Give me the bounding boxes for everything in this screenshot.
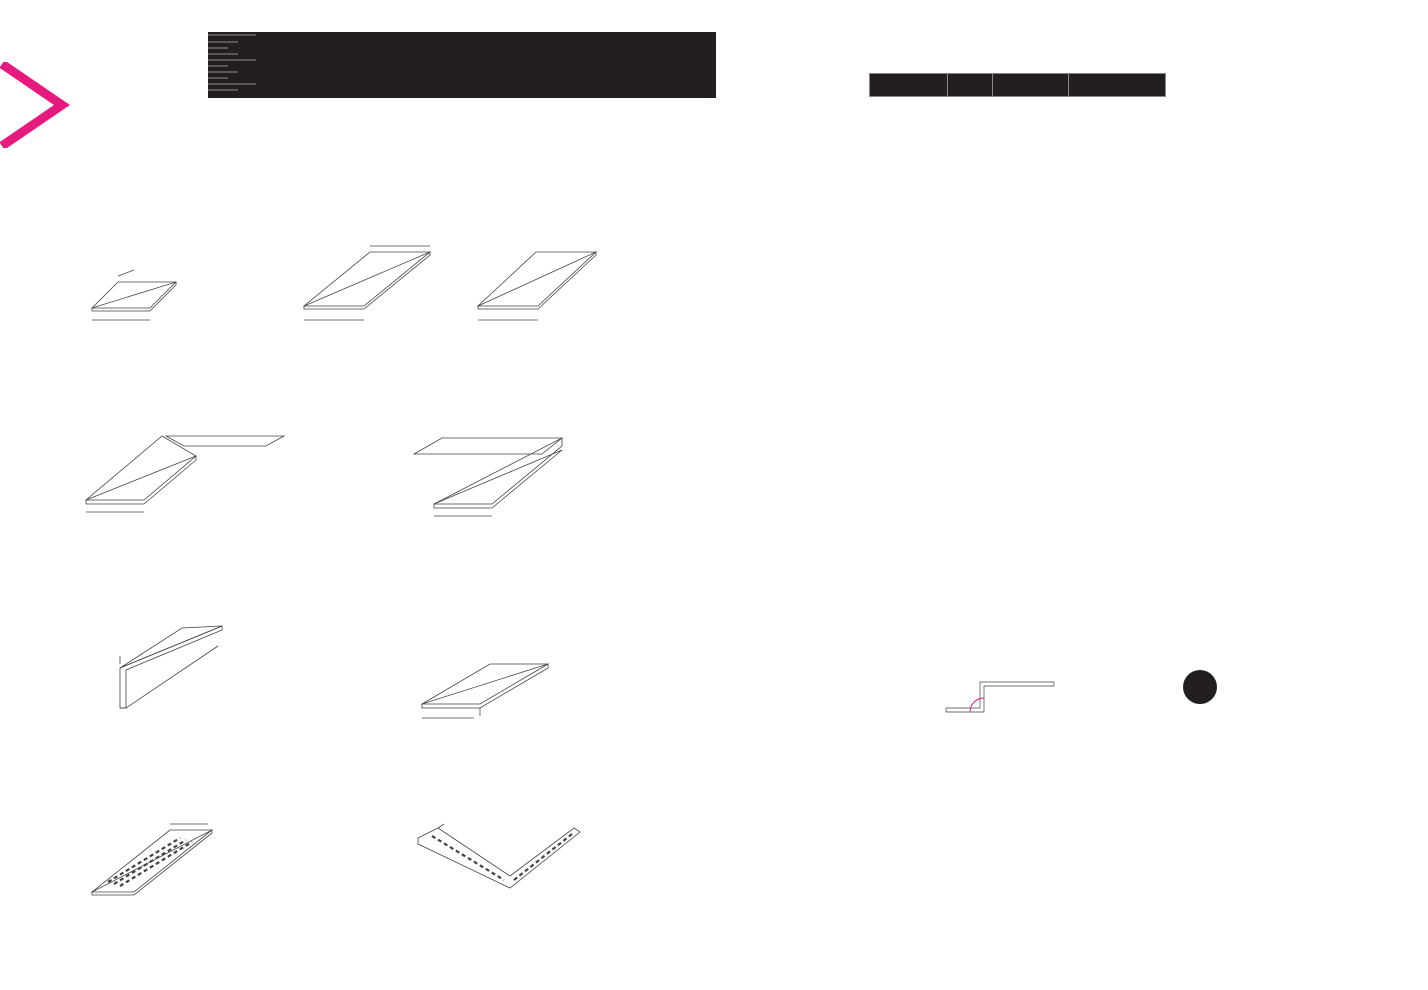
supports-per-sqm bbox=[1183, 864, 1398, 866]
nf-logo-icon bbox=[1183, 670, 1217, 704]
piece-drawing-bordo bbox=[300, 244, 460, 334]
spec-header bbox=[748, 30, 1188, 32]
piece-drawing-angolo-griglia bbox=[414, 820, 584, 900]
spec-table bbox=[748, 73, 1166, 97]
col-header-norm bbox=[948, 74, 993, 97]
piece-drawing-griglia bbox=[88, 818, 218, 898]
dati-header bbox=[1183, 308, 1398, 310]
col-header-required bbox=[993, 74, 1069, 97]
supports-header bbox=[1183, 72, 1398, 74]
ruler-scale bbox=[208, 32, 256, 98]
rectified-edge-icon bbox=[944, 682, 1064, 718]
col-header-feature bbox=[870, 74, 948, 97]
col-header-values bbox=[1069, 74, 1166, 97]
piece-drawing-angolo-interno bbox=[84, 432, 294, 522]
piece-drawing-angolare bbox=[88, 270, 188, 330]
working-size-block bbox=[748, 660, 968, 664]
piece-drawing-angolo-esterno bbox=[412, 432, 572, 522]
piece-drawing-cordolo bbox=[92, 624, 232, 724]
piece-drawing-terminale bbox=[418, 660, 568, 730]
piece-drawing-top bbox=[474, 246, 624, 336]
header-bar bbox=[208, 32, 716, 98]
chevron-logo-icon bbox=[0, 62, 70, 148]
